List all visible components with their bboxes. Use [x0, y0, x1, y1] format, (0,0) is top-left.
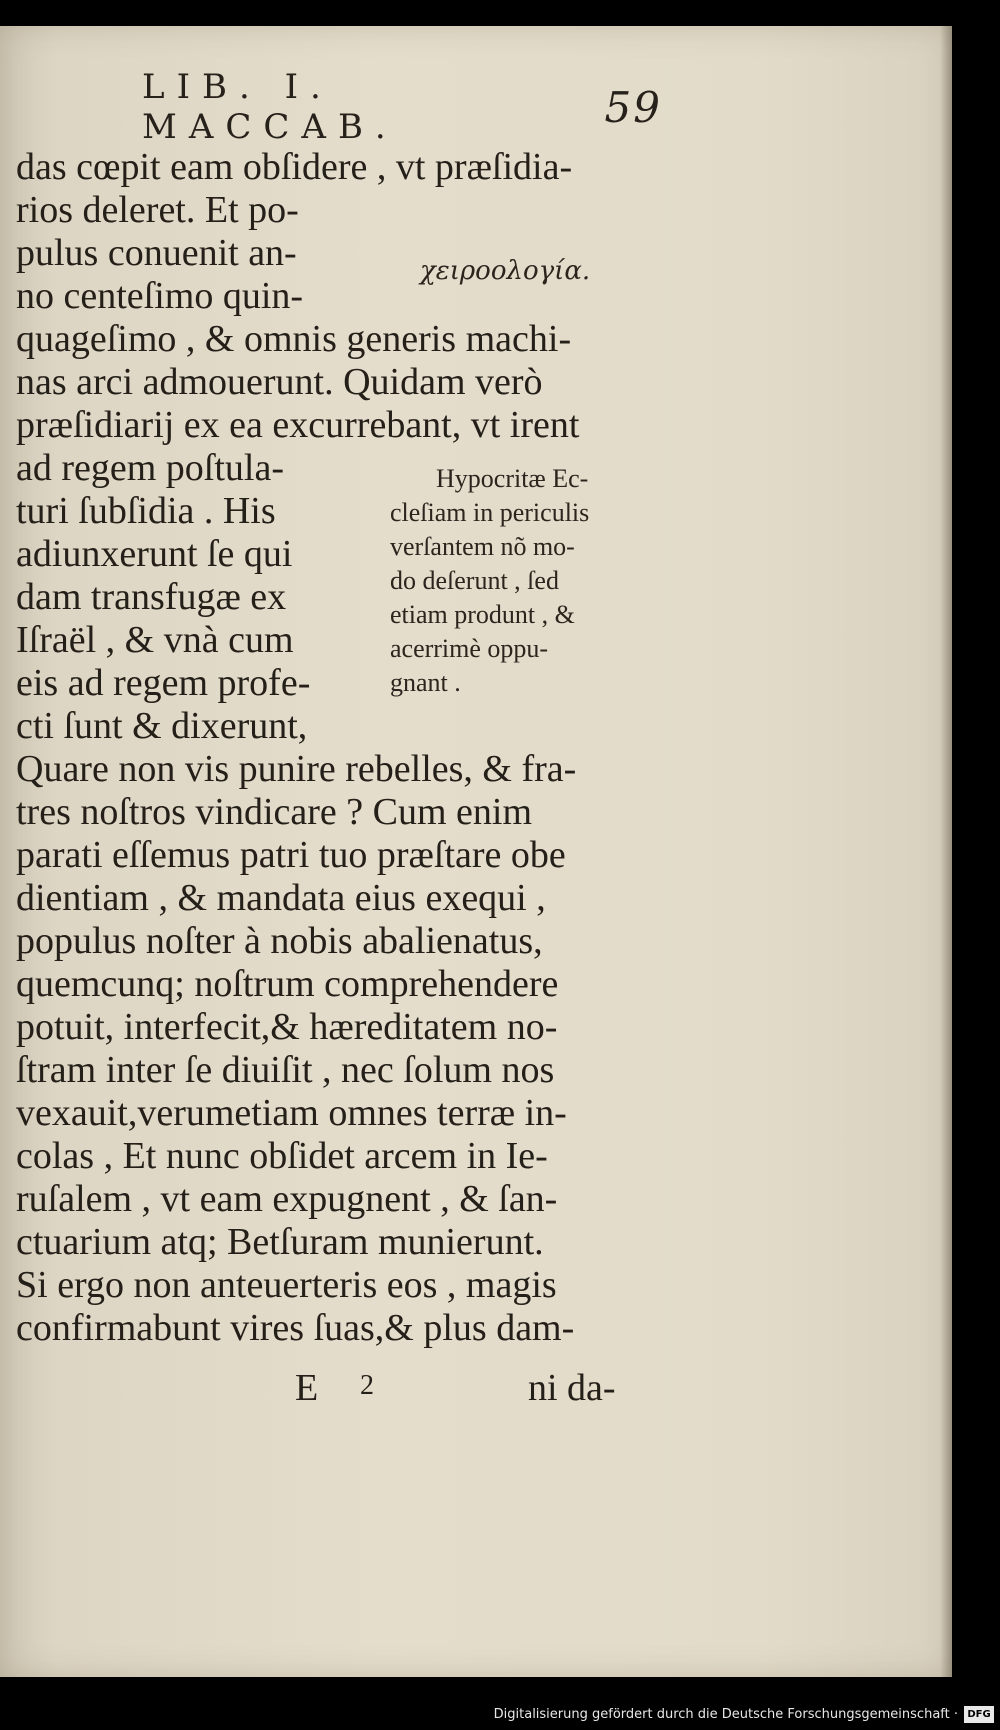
text-line: ruſalem , vt eam expugnent , & ſan-	[16, 1178, 558, 1220]
text-line: tres noſtros vindicare ? Cum enim	[16, 791, 533, 833]
side-note-line: etiam produnt , &	[390, 600, 575, 629]
text-line: confirmabunt vires ſuas,& plus dam-	[16, 1307, 575, 1349]
side-note-line: Hypocritæ Ec-	[436, 464, 589, 493]
running-title: LIB. I. MACCAB.	[142, 67, 398, 147]
running-header	[142, 67, 662, 147]
side-note-line: verſantem nõ mo-	[390, 532, 575, 561]
text-line: turi ſubſidia . His	[16, 490, 276, 532]
text-line: quemcunq; noſtrum comprehendere	[16, 963, 559, 1005]
signature-number: 2	[360, 1370, 374, 1401]
text-line: potuit, interfecit,& hæreditatem no-	[16, 1006, 558, 1048]
side-note-line: gnant .	[390, 668, 461, 697]
digitization-credit: Digitalisierung gefördert durch die Deutsche Forschungsgemeinschaft ·	[493, 1707, 958, 1722]
text-line: dam transfugæ ex	[16, 576, 287, 618]
side-note-line: cleſiam in periculis	[390, 498, 590, 527]
greek-marginal-note: χειροολογία.	[420, 256, 591, 286]
book-page	[0, 26, 952, 1677]
text-line: nas arci admouerunt. Quidam verò	[16, 361, 543, 403]
text-line: ſtram inter ſe diuiſit , nec ſolum nos	[16, 1049, 555, 1091]
page-number: 59	[604, 82, 662, 132]
text-line: colas , Et nunc obſidet arcem in Ie-	[16, 1135, 548, 1177]
digitization-credit-bar	[0, 1700, 1000, 1730]
page-edge-shadow	[940, 26, 952, 1677]
side-note-line: do deſerunt , ſed	[390, 566, 559, 595]
text-line: cti ſunt & dixerunt,	[16, 705, 308, 747]
text-line: rios deleret. Et po-	[16, 189, 299, 231]
text-line: vexauit,verumetiam omnes terræ in-	[16, 1092, 567, 1134]
catchword: ni da-	[528, 1367, 616, 1409]
text-line: Iſraël , & vnà cum	[16, 619, 294, 661]
text-line: ad regem poſtula-	[16, 447, 285, 489]
text-line: pulus conuenit an-	[16, 232, 297, 274]
text-line: no centeſimo quin-	[16, 275, 304, 317]
text-line: populus noſter à nobis abalienatus,	[16, 920, 543, 962]
text-line: Si ergo non anteuerteris eos , magis	[16, 1264, 557, 1306]
page-footer	[0, 1366, 952, 1409]
text-line: quageſimo , & omnis generis machi-	[16, 318, 572, 360]
text-line: ctuarium atq; Betſuram munierunt.	[16, 1221, 544, 1263]
dfg-logo-icon: DFG	[964, 1706, 994, 1723]
side-note-line: acerrimè oppu-	[390, 634, 549, 663]
signature-mark: E	[295, 1367, 319, 1409]
text-line: eis ad regem profe-	[16, 662, 311, 704]
text-line: adiunxerunt ſe qui	[16, 533, 293, 575]
text-line: das cœpit eam obſidere , vt præſidia-	[16, 146, 573, 188]
text-line: parati eſſemus patri tuo præſtare obe	[16, 834, 566, 876]
text-line: dientiam , & mandata eius exequi ,	[16, 877, 546, 919]
text-line: præſidiarij ex ea excurrebant, vt irent	[16, 404, 580, 446]
text-line: Quare non vis punire rebelles, & fra-	[16, 748, 577, 790]
